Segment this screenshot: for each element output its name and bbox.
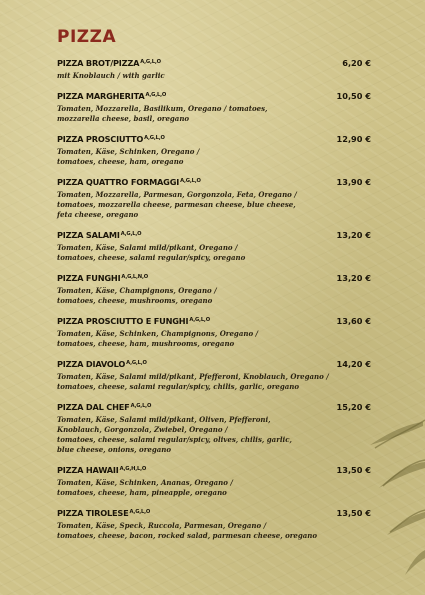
menu-item — [57, 273, 371, 306]
menu-item-header — [57, 91, 371, 104]
menu-item-name-text: PIZZA PROSCIUTTO — [57, 134, 144, 144]
menu-item-name-text: PIZZA DAL CHEF — [57, 402, 130, 412]
menu-item — [57, 316, 371, 349]
menu-item-price: 15,20 € — [336, 402, 371, 412]
menu-item-price: 13,90 € — [336, 177, 371, 187]
menu-item-description: tomatoes, cheese, ham, mushrooms, oregano — [57, 339, 235, 348]
menu-item-name — [57, 230, 141, 240]
menu-item-name-text: PIZZA FUNGHI — [57, 273, 121, 283]
menu-item-description: Tomaten, Käse, Speck, Ruccola, Parmesan, Oregano / — [57, 521, 267, 530]
menu-item-description: feta cheese, oregano — [57, 210, 139, 219]
menu-item-name-text: PIZZA TIROLESE — [57, 508, 129, 518]
menu-item-description: Tomaten, Mozzarella, Basilikum, Oregano / tomatoes, — [57, 104, 268, 113]
menu-item-name — [57, 508, 150, 518]
menu-item-description: tomatoes, mozzarella cheese, parmesan cheese, blue cheese, — [57, 200, 296, 209]
menu-item-description: Tomaten, Käse, Schinken, Oregano / — [57, 147, 200, 156]
menu-item-name-text: PIZZA MARGHERITA — [57, 91, 145, 101]
allergen-codes: A,G,H,L,O — [119, 466, 147, 472]
menu-item-description: tomatoes, cheese, ham, oregano — [57, 157, 184, 166]
menu-item — [57, 465, 371, 498]
menu-item-name-text: PIZZA HAWAII — [57, 465, 119, 475]
menu-item-name-text: PIZZA QUATTRO FORMAGGI — [57, 177, 180, 187]
allergen-codes: A,G,L,O — [140, 59, 161, 65]
allergen-codes: A,G,L,O — [120, 231, 142, 237]
menu-item-description: Tomaten, Käse, Champignons, Oregano / — [57, 286, 217, 295]
menu-item-header — [57, 230, 371, 243]
allergen-codes: A,G,L,O — [126, 360, 147, 366]
menu-item-price: 10,50 € — [336, 91, 371, 101]
menu-item-price: 13,60 € — [336, 316, 371, 326]
menu-item — [57, 359, 371, 392]
allergen-codes: A,G,L,O — [189, 317, 210, 323]
menu-item-name — [57, 316, 210, 326]
menu-item-price: 6,20 € — [342, 58, 371, 68]
allergen-codes: A,G,L,O — [144, 135, 165, 141]
menu-item-price: 14,20 € — [336, 359, 371, 369]
menu-item-header — [57, 273, 371, 286]
bamboo-leaves-icon — [365, 400, 425, 595]
menu-item-description: Tomaten, Käse, Schinken, Ananas, Oregano / — [57, 478, 233, 487]
menu-item-name-text: PIZZA PROSCIUTTO E FUNGHI — [57, 316, 189, 326]
allergen-codes: A,G,L,O — [145, 92, 167, 98]
menu-item-name — [57, 359, 147, 369]
menu-item-price: 12,90 € — [336, 134, 371, 144]
menu-item — [57, 91, 371, 124]
page-title: PIZZA — [57, 27, 117, 47]
menu-item-price: 13,20 € — [336, 273, 371, 283]
menu-item-description: mit Knoblauch / with garlic — [57, 71, 165, 80]
allergen-codes: A,G,L,O — [129, 509, 151, 515]
menu-item-price: 13,20 € — [336, 230, 371, 240]
menu-item-description: tomatoes, cheese, salami regular/spicy, chilis, garlic, oregano — [57, 382, 300, 391]
menu-list — [57, 58, 371, 551]
menu-item-name — [57, 402, 151, 412]
menu-item-description: Tomaten, Mozzarella, Parmesan, Gorgonzola, Feta, Oregano / — [57, 190, 297, 199]
menu-item-header — [57, 402, 371, 415]
menu-item-description: Tomaten, Käse, Schinken, Champignons, Oregano / — [57, 329, 259, 338]
menu-item-description: Tomaten, Käse, Salami mild/pikant, Pfefferoni, Knoblauch, Oregano / — [57, 372, 329, 381]
menu-item-name — [57, 134, 165, 144]
menu-item-header — [57, 359, 371, 372]
menu-item-name-text: PIZZA DIAVOLO — [57, 359, 126, 369]
menu-item — [57, 230, 371, 263]
menu-item-description: mozzarella cheese, basil, oregano — [57, 114, 190, 123]
menu-item-header — [57, 134, 371, 147]
menu-item-header — [57, 508, 371, 521]
menu-item-header — [57, 465, 371, 478]
menu-item-description: tomatoes, cheese, bacon, rocked salad, parmesan cheese, oregano — [57, 531, 318, 540]
allergen-codes: A,G,L,N,O — [121, 274, 148, 280]
menu-item-description: tomatoes, cheese, salami regular/spicy, olives, chilis, garlic, — [57, 435, 292, 444]
menu-item-name — [57, 58, 161, 68]
menu-item-description: tomatoes, cheese, salami regular/spicy, oregano — [57, 253, 246, 262]
menu-item — [57, 402, 371, 455]
menu-item-description: Knoblauch, Gorgonzola, Zwiebel, Oregano / — [57, 425, 228, 434]
menu-item-header — [57, 316, 371, 329]
menu-item — [57, 58, 371, 81]
menu-item-name-text: PIZZA BROT/PIZZA — [57, 58, 140, 68]
menu-item-name — [57, 91, 166, 101]
menu-item-price: 13,50 € — [336, 465, 371, 475]
menu-item-name — [57, 177, 201, 187]
menu-item — [57, 134, 371, 167]
menu-item-header — [57, 177, 371, 190]
menu-item-price: 13,50 € — [336, 508, 371, 518]
menu-item-name — [57, 273, 148, 283]
menu-item-description: blue cheese, onions, oregano — [57, 445, 172, 454]
menu-item-header — [57, 58, 371, 71]
allergen-codes: A,G,L,O — [180, 178, 201, 184]
menu-item-name — [57, 465, 146, 475]
menu-item-description: Tomaten, Käse, Salami mild/pikant, Oregano / — [57, 243, 238, 252]
menu-item — [57, 508, 371, 541]
menu-item — [57, 177, 371, 220]
allergen-codes: A,G,L,O — [130, 403, 152, 409]
menu-item-description: Tomaten, Käse, Salami mild/pikant, Oliven, Pfefferoni, — [57, 415, 271, 424]
menu-item-name-text: PIZZA SALAMI — [57, 230, 120, 240]
menu-item-description: tomatoes, cheese, mushrooms, oregano — [57, 296, 213, 305]
menu-item-description: tomatoes, cheese, ham, pineapple, oregano — [57, 488, 227, 497]
